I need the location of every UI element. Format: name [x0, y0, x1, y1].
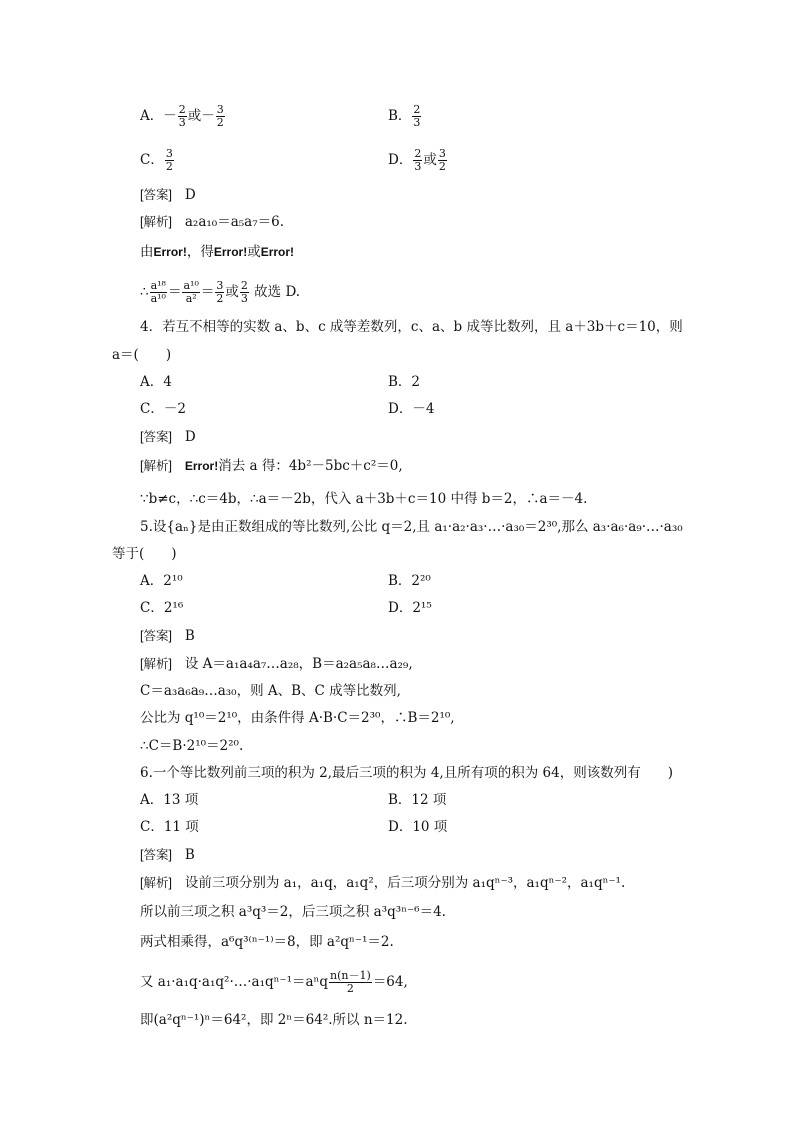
q3-option-c-label: C．: [140, 152, 164, 168]
answer-tag: [ 答案 ]: [140, 629, 172, 643]
q6-analysis-line-2: 所以前三项之积 a³q³＝2，后三项之积 a³q³ⁿ⁻⁶＝4.: [140, 904, 446, 920]
q4-option-b[interactable]: B．2: [388, 374, 421, 390]
q5-stem-line-2: 等于( ): [112, 546, 177, 562]
q3-error-line: [140, 243, 294, 261]
fraction-numerator: 3: [216, 103, 224, 116]
q6-option-a[interactable]: A．13 项: [140, 792, 199, 808]
q6-analysis-line-3: 两式相乘得，a⁶q³⁽ⁿ⁻¹⁾＝8，即 a²qⁿ⁻¹＝2.: [140, 934, 394, 950]
analysis-tag: [ 解析 ]: [140, 876, 172, 890]
fraction-denominator: a¹⁰: [150, 292, 166, 305]
q5-option-a[interactable]: A．2¹⁰: [140, 573, 183, 589]
q5-option-d[interactable]: D．2¹⁵: [388, 600, 432, 616]
fraction-numerator: a¹⁰: [183, 279, 199, 292]
fraction-denominator: 3: [413, 116, 421, 129]
q6-analysis-line-1: 设前三项分别为 a₁，a₁q，a₁q²，后三项分别为 a₁qⁿ⁻³，a₁qⁿ⁻²，a₁qⁿ⁻¹.: [184, 875, 626, 891]
fraction-numerator: 2: [414, 147, 422, 160]
fraction-denominator: 2: [346, 982, 354, 995]
q6-answer: B: [184, 847, 195, 863]
q3-option-a-fraction-2: [216, 104, 225, 129]
q4-analysis-line-1: 消去 a 得：4b²－5bc＋c²＝0,: [218, 458, 403, 474]
q5-option-c[interactable]: C．2¹⁶: [140, 600, 184, 616]
q6-answer-row: [140, 846, 195, 864]
fraction-denominator: 2: [216, 292, 224, 305]
q3-analysis-line-1: a₂a₁₀＝a₅a₇＝6.: [184, 214, 284, 230]
q3-option-c[interactable]: [140, 148, 175, 173]
q4-analysis-line-2: ∵b≠c，∴c＝4b，∴a＝－2b，代入 a＋3b＋c＝10 中得 b＝2，∴a＝－4.: [140, 491, 588, 507]
q3-conclusion-line: [140, 280, 300, 305]
text-fragment: ，得: [186, 244, 214, 260]
q5-answer: B: [184, 628, 195, 644]
error-text: Error!: [213, 245, 248, 259]
fraction-numerator: 2: [240, 279, 248, 292]
q3-option-a-or: 或－: [187, 108, 215, 124]
q3-option-a[interactable]: [140, 104, 226, 129]
q3-option-d-fraction-2: [438, 148, 447, 173]
text-fragment: ＝64,: [372, 974, 408, 990]
fraction: [329, 970, 372, 995]
fraction-numerator: 2: [178, 103, 186, 116]
fraction-denominator: 2: [438, 160, 446, 173]
error-text: Error!: [260, 245, 295, 259]
q6-option-d[interactable]: D．10 项: [388, 819, 448, 835]
analysis-tag: [ 解析 ]: [140, 459, 172, 473]
analysis-tag: [ 解析 ]: [140, 215, 172, 229]
q4-stem-line-1: 4．若互不相等的实数 a、b、c 成等差数列，c、a、b 成等比数列，且 a＋3b＋c＝10，则: [140, 319, 683, 335]
q4-option-c[interactable]: C．－2: [140, 401, 186, 417]
q3-option-a-sign: －: [163, 108, 177, 124]
fraction: [215, 280, 224, 305]
q3-option-d-fraction-1: [413, 148, 422, 173]
equals-sign: ＝: [200, 284, 215, 300]
error-text: Error!: [153, 245, 187, 259]
q5-analysis-line-3: 公比为 q¹⁰＝2¹⁰，由条件得 A·B·C＝2³⁰，∴B＝2¹⁰,: [140, 710, 455, 726]
answer-tag: [ 答案 ]: [140, 848, 172, 862]
fraction-numerator: 3: [216, 279, 224, 292]
fraction: [150, 280, 167, 305]
q3-analysis-row: [140, 213, 284, 231]
q5-analysis-line-4: ∴C＝B·2¹⁰＝2²⁰.: [140, 738, 244, 754]
fraction: [182, 280, 199, 305]
q6-option-c[interactable]: C．11 项: [140, 819, 199, 835]
text-fragment: 又 a₁·a₁q·a₁q²·…·a₁qⁿ⁻¹＝aⁿq: [140, 974, 329, 990]
fraction-denominator: 2: [165, 160, 173, 173]
conclusion-tail: 故选 D.: [254, 284, 301, 300]
fraction-numerator: n(n－1): [330, 969, 371, 982]
q4-stem-line-2: a＝( ): [112, 347, 172, 363]
analysis-tag: [ 解析 ]: [140, 657, 172, 671]
q4-option-d[interactable]: D．－4: [388, 401, 435, 417]
answer-tag: [ 答案 ]: [140, 430, 172, 444]
therefore-sign: ∴: [140, 284, 149, 300]
fraction-denominator: 2: [216, 116, 224, 129]
q3-answer: D: [184, 187, 196, 203]
fraction: [240, 280, 249, 305]
text-fragment: 或: [247, 244, 261, 260]
q4-answer-row: [140, 428, 196, 446]
q3-option-d-label: D．: [388, 152, 413, 168]
q3-option-a-fraction-1: [178, 104, 187, 129]
fraction-denominator: 3: [178, 116, 186, 129]
fraction-numerator: 2: [413, 103, 421, 116]
q3-option-d-or: 或: [423, 152, 437, 168]
or-text: 或: [225, 284, 239, 300]
q5-option-b[interactable]: B．2²⁰: [388, 573, 431, 589]
q3-option-a-label: A．: [140, 108, 164, 124]
q6-stem-line-1: 6.一个等比数列前三项的积为 2,最后三项的积为 4,且所有项的积为 64，则该数列有 ): [140, 765, 673, 781]
answer-tag: [ 答案 ]: [140, 188, 172, 202]
q3-option-d[interactable]: [388, 148, 448, 173]
q3-option-b-fraction: [412, 104, 421, 129]
fraction-numerator: 3: [165, 147, 173, 160]
equals-sign: ＝: [167, 284, 182, 300]
q3-option-c-fraction: [165, 148, 174, 173]
fraction-denominator: a²: [185, 292, 197, 305]
q6-analysis-row: [140, 874, 625, 892]
fraction-numerator: a¹⁸: [150, 279, 166, 292]
q4-answer: D: [184, 429, 196, 445]
q5-analysis-row: [140, 655, 413, 673]
q5-answer-row: [140, 627, 195, 645]
fraction-denominator: 3: [414, 160, 422, 173]
q4-option-a[interactable]: A．4: [140, 374, 172, 390]
q5-analysis-line-1: 设 A＝a₁a₄a₇…a₂₈，B＝a₂a₅a₈…a₂₉,: [184, 656, 413, 672]
q3-answer-row: [140, 186, 196, 204]
q6-option-b[interactable]: B．12 项: [388, 792, 447, 808]
error-text: Error!: [184, 459, 219, 473]
q6-analysis-line-4: [140, 970, 408, 995]
q3-option-b[interactable]: [388, 104, 422, 129]
q3-option-b-label: B．: [388, 108, 412, 124]
q6-analysis-line-5: 即(a²qⁿ⁻¹)ⁿ＝64²，即 2ⁿ＝64².所以 n＝12.: [140, 1012, 408, 1028]
fraction-denominator: 3: [240, 292, 248, 305]
fraction-numerator: 3: [438, 147, 446, 160]
q5-analysis-line-2: C＝a₃a₆a₉…a₃₀，则 A、B、C 成等比数列,: [140, 683, 401, 699]
text-fragment: 由: [140, 244, 154, 260]
q5-stem-line-1: 5.设{aₙ}是由正数组成的等比数列,公比 q＝2,且 a₁·a₂·a₃·…·a₃₀＝2³⁰,那么 a₃·a₆·a₉·…·a₃₀: [140, 519, 683, 535]
q4-analysis-row: [140, 457, 403, 475]
